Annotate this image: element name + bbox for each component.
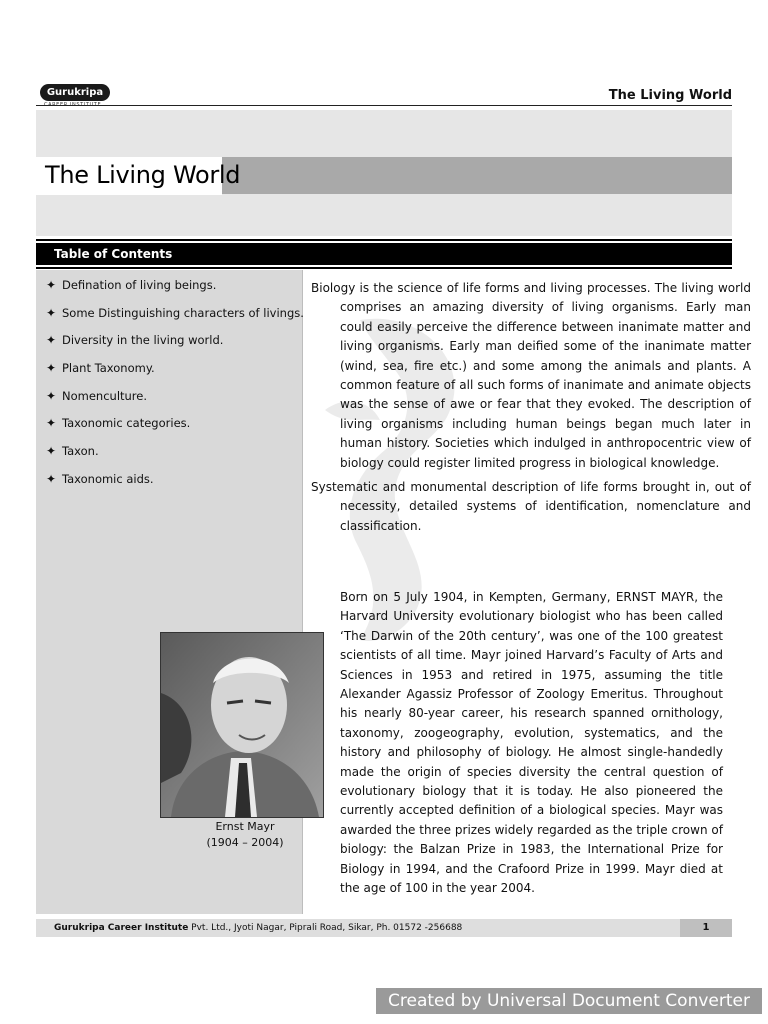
- title-band-bar: [222, 157, 732, 194]
- toc-bottom-rule: [36, 267, 732, 269]
- star-bullet-icon: ✦: [46, 471, 57, 486]
- portrait-illustration: [161, 633, 323, 817]
- toc-top-rule: [36, 239, 732, 241]
- converter-banner: Created by Universal Document Converter: [376, 988, 762, 1014]
- toc-item: ✦ Nomenculture.: [46, 388, 148, 403]
- chapter-title: The Living World: [45, 161, 241, 189]
- footer-address: Pvt. Ltd., Jyoti Nagar, Piprali Road, Sikar, Ph. 01572 -256688: [188, 923, 463, 933]
- header-rule: [36, 105, 732, 106]
- star-bullet-icon: ✦: [46, 416, 57, 431]
- toc-item: ✦ Defination of living beings.: [46, 278, 217, 292]
- star-bullet-icon: ✦: [46, 388, 57, 403]
- caption-name: Ernst Mayr: [215, 820, 275, 833]
- toc-item: ✦ Taxonomic aids.: [46, 471, 154, 486]
- star-bullet-icon: ✦: [46, 444, 57, 459]
- toc-item: ✦ Taxon.: [46, 444, 99, 459]
- photo-caption: [190, 819, 300, 851]
- star-bullet-icon: ✦: [46, 361, 57, 376]
- toc-item: ✦ Diversity in the living world.: [46, 333, 224, 348]
- logo-wordmark: Gurukripa: [40, 84, 110, 101]
- institute-logo: [40, 84, 112, 110]
- star-bullet-icon: ✦: [46, 333, 57, 348]
- star-bullet-icon: ✦: [46, 278, 57, 292]
- caption-years: (1904 – 2004): [206, 836, 284, 849]
- portrait-photo: [160, 632, 324, 818]
- toc-item: ✦ Some Distinguishing characters of livings.: [46, 305, 304, 320]
- mayr-biography: Born on 5 July 1904, in Kempten, Germany, ERNST MAYR, the Harvard University evolutionary biologist who has been called ‘The Darwin of the 20th century’, was one of the 100 greatest scientists of all time. Mayr joined Harvard’s Faculty of Arts and Sciences in 1953 and retired in 1975, assuming the title Alexander Agassiz Professor of Zoology Emeritus. Throughout his nearly 80-year career, his research spanned ornithology, taxonomy, zoogeography, evolution, systematics, and the history and philosophy of biology. He almost single-handedly made the origin of species diversity the central question of evolutionary biology that it is today. He also pioneered the currently accepted definition of a biological species. Mayr was awarded the three prizes widely regarded as the triple crown of biology: the Balzan Prize in 1983, the International Prize for Biology in 1994, and the Crafoord Prize in 1999. Mayr died at the age of 100 in the year 2004.: [340, 590, 723, 896]
- toc-item: ✦ Taxonomic categories.: [46, 416, 191, 431]
- toc-list: [46, 278, 304, 500]
- footer-institute: Gurukripa Career Institute: [54, 923, 189, 933]
- running-title: The Living World: [608, 88, 732, 103]
- toc-item: ✦ Plant Taxonomy.: [46, 361, 155, 376]
- intro-paragraph: Biology is the science of life forms and living processes. The living world comprises an amazing diversity of living organisms. Early man could easily perceive the difference between inanimate matter and living organisms. Early man deified some of the inanimate matter (wind, sea, fire etc.) and some among the animals and plants. A common feature of all such forms of inanimate and animate objects was the sense of awe or fear that they evoked. The description of living organisms including human beings began much later in human history. Societies which indulged in anthropocentric view of biology could register limited progress in biological knowledge.: [311, 281, 751, 470]
- page-footer: [36, 919, 732, 937]
- page-number: 1: [680, 919, 732, 937]
- systematics-paragraph: Systematic and monumental description of life forms brought in, out of necessity, detailed systems of identification, nomenclature and classification.: [311, 480, 751, 533]
- toc-heading: Table of Contents: [54, 247, 173, 261]
- toc-heading-bar: [36, 243, 732, 265]
- star-bullet-icon: ✦: [46, 305, 57, 320]
